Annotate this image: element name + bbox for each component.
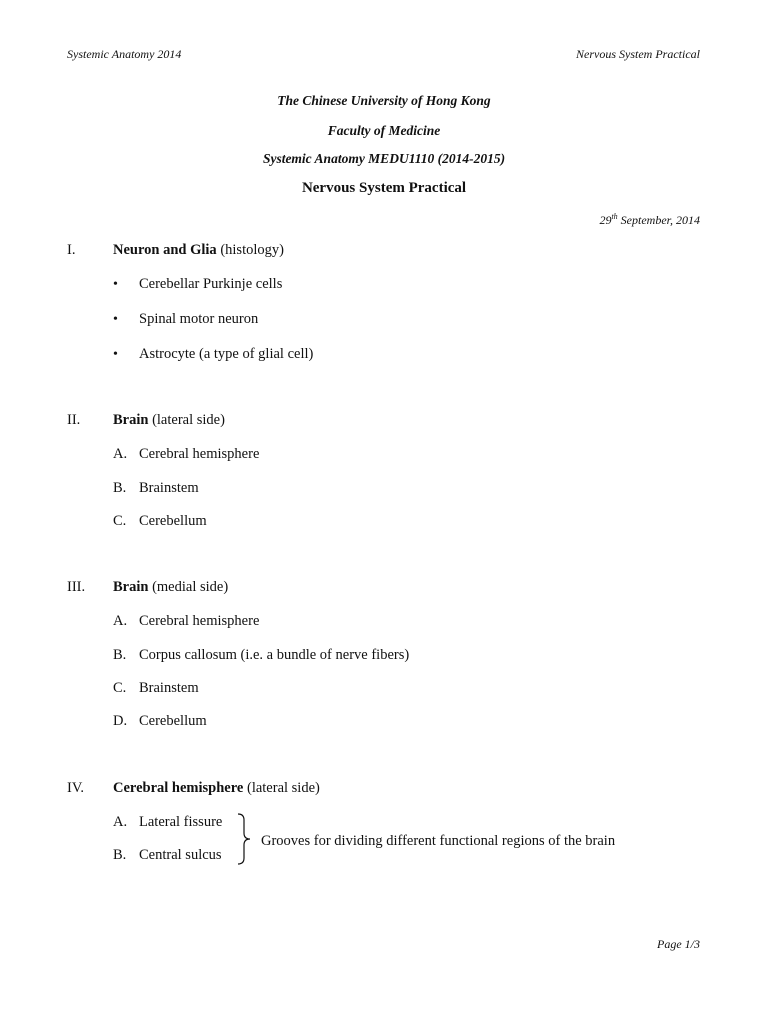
list-item <box>113 814 222 831</box>
course-name: Systemic Anatomy MEDU1110 (2014-2015) <box>262 151 506 166</box>
document-title: Nervous System Practical <box>301 180 467 196</box>
section-number: III. <box>67 579 86 595</box>
section-title: Cerebral hemisphere <box>113 780 244 796</box>
list-marker: C. <box>113 513 127 529</box>
faculty-name: Faculty of Medicine <box>327 123 441 138</box>
section-heading <box>113 242 284 259</box>
section-title: Neuron and Glia <box>113 242 217 258</box>
running-header-right: Nervous System Practical <box>576 47 700 61</box>
list-marker: B. <box>113 480 127 496</box>
list-item-text: Brainstem <box>139 480 199 496</box>
section-heading <box>113 780 320 797</box>
section-title: Brain <box>113 579 149 595</box>
list-item <box>113 311 258 328</box>
list-item <box>113 680 199 697</box>
date-rest: September, 2014 <box>617 213 700 227</box>
document-date <box>599 212 700 228</box>
list-item <box>113 847 222 864</box>
date-suffix: th <box>611 212 618 221</box>
section-subtitle: (lateral side) <box>243 780 320 796</box>
list-marker: A. <box>113 613 128 629</box>
list-item-text: Brainstem <box>139 680 199 696</box>
section-number: I. <box>67 242 76 258</box>
list-item <box>113 276 282 293</box>
curly-brace-icon <box>234 812 254 866</box>
section-subtitle: (medial side) <box>148 579 229 595</box>
list-item <box>113 446 259 463</box>
list-item-text: Cerebral hemisphere <box>139 446 260 462</box>
list-item-text: Cerebellum <box>139 513 207 529</box>
brace-annotation: Grooves for dividing different functional regions of the brain <box>261 833 616 849</box>
list-item-text: Cerebral hemisphere <box>139 613 260 629</box>
section-number: II. <box>67 412 81 428</box>
list-marker: A. <box>113 814 128 830</box>
list-item <box>113 480 199 497</box>
list-item-text: Corpus callosum (i.e. a bundle of nerve fibers) <box>139 647 410 663</box>
bullet-marker: • <box>113 277 118 292</box>
section-heading <box>113 412 225 429</box>
list-marker: B. <box>113 847 127 863</box>
list-item-text: Cerebellar Purkinje cells <box>139 276 283 292</box>
bullet-marker: • <box>113 312 118 327</box>
running-header-left: Systemic Anatomy 2014 <box>67 47 182 61</box>
list-item-text: Spinal motor neuron <box>139 311 259 327</box>
list-item <box>113 647 409 664</box>
page-number: Page 1/3 <box>657 937 700 951</box>
date-day: 29 <box>599 213 612 227</box>
section-title: Brain <box>113 412 149 428</box>
list-item <box>113 513 207 530</box>
list-item-text: Central sulcus <box>139 847 222 863</box>
section-subtitle: (histology) <box>216 242 284 258</box>
list-marker: B. <box>113 647 127 663</box>
section-subtitle: (lateral side) <box>148 412 225 428</box>
list-item <box>113 713 207 730</box>
university-name: The Chinese University of Hong Kong <box>277 93 491 108</box>
list-item-text: Cerebellum <box>139 713 207 729</box>
list-marker: C. <box>113 680 127 696</box>
list-item <box>113 346 313 363</box>
list-marker: D. <box>113 713 128 729</box>
list-marker: A. <box>113 446 128 462</box>
bullet-marker: • <box>113 347 118 362</box>
section-heading <box>113 579 228 596</box>
list-item-text: Astrocyte (a type of glial cell) <box>139 346 314 362</box>
list-item <box>113 613 259 630</box>
list-item-text: Lateral fissure <box>139 814 223 830</box>
section-number: IV. <box>67 780 85 796</box>
